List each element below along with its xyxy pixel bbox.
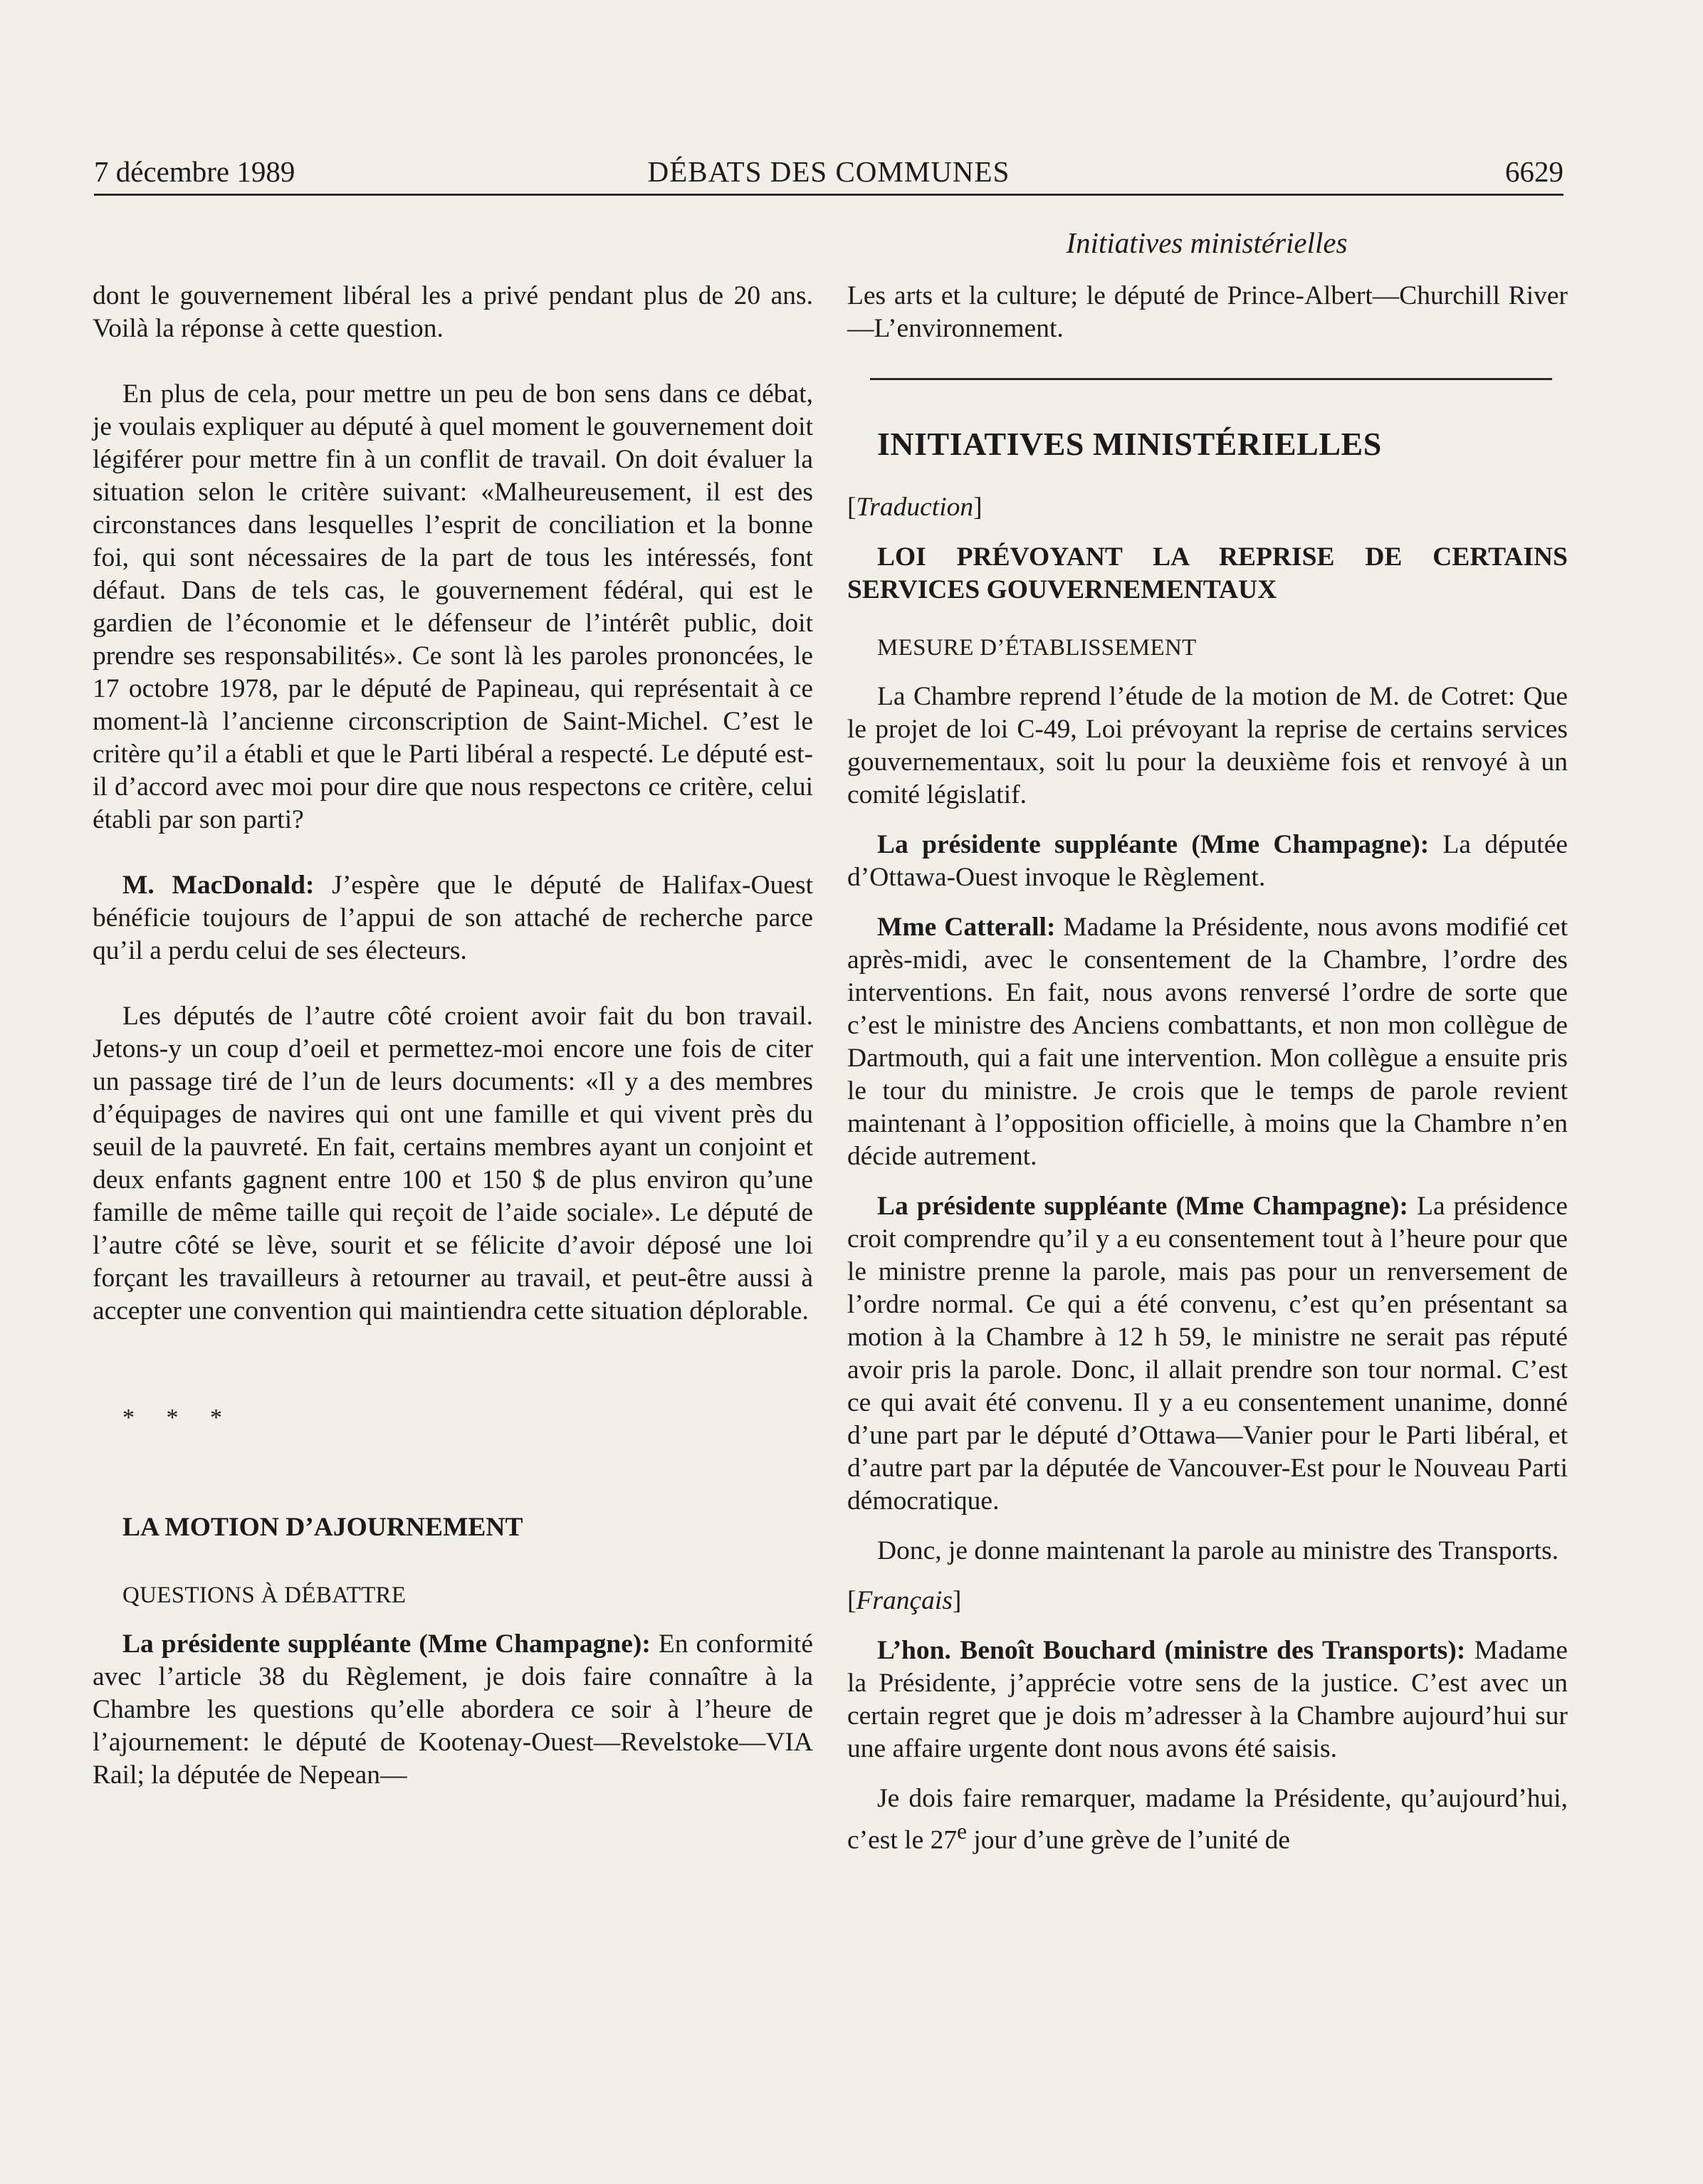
section-divider <box>870 378 1552 380</box>
speech-text: En conformité avec l’article 38 du Règlement, je dois faire connaître à la Chambre les questions qu’elle abordera ce soir à l’heure de l’ajournement: le député de Kootenay-Ouest—Revelstoke—VIA Rail; la députée de Nepean— <box>93 1629 813 1790</box>
paragraph-text-end: jour d’une grève de l’unité de <box>966 1825 1290 1855</box>
language-tag-text: Traduction <box>856 493 974 522</box>
speaker-name: La présidente suppléante (Mme Champagne): <box>877 830 1430 859</box>
superscript: e <box>957 1819 967 1844</box>
left-column <box>93 280 813 1792</box>
speaker-name: La présidente suppléante (Mme Champagne): <box>122 1629 651 1659</box>
speech-text: La présidence croit comprendre qu’il y a eu consentement tout à l’heure pour que le ministre prenne la parole, mais pas pour un renversement de l’ordre normal. Ce qui a été convenu, c’est qu’en présentant sa motion à la Chambre à 12 h 59, le ministre ne serait pas réputé avoir pris la parole. Donc, il allait prendre son tour normal. C’est ce qui avait été convenu. Il y a eu consentement unanime, donné d’une part par le député d’Ottawa—Vanier pour le Parti libéral, et d’autre part par la députée de Vancouver-Est pour le Nouveau Parti démocratique. <box>847 1192 1568 1516</box>
section-separator: * * * <box>122 1405 235 1431</box>
speech-text: La députée d’Ottawa-Ouest invoque le Règlement. <box>847 830 1568 892</box>
paragraph: Les arts et la culture; le député de Prince-Albert—Churchill River—L’environnement. <box>847 281 1568 343</box>
paragraph: dont le gouvernement libéral les a privé pendant plus de 20 ans. Voilà la réponse à cette question. <box>93 281 813 343</box>
paragraph: En plus de cela, pour mettre un peu de bon sens dans ce débat, je voulais expliquer au député à quel moment le gouvernement doit légiférer pour mettre fin à un conflit de travail. On doit évaluer la situation selon le critère suivant: «Malheureusement, il est des circonstances dans lesquelles l’esprit de conciliation et la bonne foi, qui sont nécessaires de la part de tous les intéressés, font défaut. Dans de tels cas, le gouvernement fédéral, qui est le gardien de l’économie et le défenseur de l’intérêt public, doit prendre ses responsabilités». Ce sont là les paroles prononcées, le 17 octobre 1978, par le député de Papineau, qui représentait à ce moment-là l’ancienne circonscription de Saint-Michel. C’est le critère qu’il a établi et que le Parti libéral a respecté. Le député est-il d’accord avec moi pour dire que nous respectons ce critère, celui établi par son parti? <box>93 379 813 834</box>
language-tag: [Traduction] <box>847 493 983 522</box>
right-column <box>847 280 1568 1857</box>
heading-initiatives: INITIATIVES MINISTÉRIELLES <box>877 426 1382 462</box>
speech-macdonald <box>93 869 813 967</box>
speech-text: J’espère que le député de Halifax-Ouest bénéficie toujours de l’appui de son attaché de recherche parce qu’il a perdu celui de ses électeurs. <box>93 871 813 965</box>
heading-adjournment-motion: LA MOTION D’AJOURNEMENT <box>122 1513 523 1542</box>
heading-bill: LOI PRÉVOYANT LA REPRISE DE CERTAINS SERVICES GOUVERNEMENTAUX <box>847 542 1568 604</box>
speaker-name: M. MacDonald: <box>122 871 315 900</box>
speech-presidente <box>847 829 1568 894</box>
speaker-name: Mme Catterall: <box>877 913 1056 942</box>
paragraph <box>847 1783 1568 1857</box>
paragraph-text: Je dois faire remarquer, madame la Présidente, qu’aujourd’hui, c’est le 27 <box>847 1784 1568 1855</box>
paragraph: Les députés de l’autre côté croient avoir fait du bon travail. Jetons-y un coup d’oeil et permettez-moi encore une fois de citer un passage tiré de l’un de leurs documents: «Il y a des membres d’équipages de navires qui ont une famille et qui vivent près du seuil de la pauvreté. En fait, certains membres ayant un conjoint et deux enfants gagnent entre 100 et 150 $ de plus environ qu’une famille de même taille qui reçoit de l’aide sociale». Le député de l’autre côté se lève, sourit et se félicite d’avoir déposé une loi forçant les travailleurs à retourner au travail, et peut-être aussi à accepter une convention qui maintiendra cette situation déplorable. <box>93 1002 813 1325</box>
speech-text: Madame la Présidente, nous avons modifié cet après-midi, avec le consentement de la Chambre, l’ordre des interventions. En fait, nous avons renversé l’ordre de sorte que c’est le ministre des Anciens combattants, et non mon collègue de Dartmouth, qui a fait une intervention. Mon collègue a ensuite pris le tour du ministre. Je crois que le temps de parole revient maintenant à l’opposition officielle, à moins que la Chambre n’en décide autrement. <box>847 913 1568 1171</box>
header-page-number: 6629 <box>1505 155 1563 188</box>
paragraph: Donc, je donne maintenant la parole au ministre des Transports. <box>877 1536 1559 1565</box>
running-section-title: Initiatives ministérielles <box>1066 226 1348 259</box>
heading-questions: QUESTIONS À DÉBATTRE <box>122 1582 407 1608</box>
speech-presidente <box>847 1190 1568 1518</box>
paragraph: La Chambre reprend l’étude de la motion de M. de Cotret: Que le projet de loi C-49, Loi prévoyant la reprise de certains services gouvernementaux, soit lu pour la deuxième fois et renvoyé à un comité législatif. <box>847 682 1568 809</box>
speech-bouchard <box>847 1634 1568 1765</box>
header-date: 7 décembre 1989 <box>94 155 295 188</box>
speech-text: Madame la Présidente, j’apprécie votre sens de la justice. C’est avec un certain regret que je dois m’adresser à la Chambre aujourd’hui sur une affaire urgente dont nous avons été saisis. <box>847 1636 1568 1763</box>
language-tag-text: Français <box>856 1586 953 1615</box>
speaker-name: La présidente suppléante (Mme Champagne): <box>877 1192 1409 1221</box>
page-header <box>94 152 1563 196</box>
header-title: DÉBATS DES COMMUNES <box>647 155 1010 188</box>
speaker-name: L’hon. Benoît Bouchard (ministre des Transports): <box>877 1636 1466 1665</box>
speech-presidente <box>93 1628 813 1792</box>
speech-catterall <box>847 911 1568 1173</box>
heading-stage: MESURE D’ÉTABLISSEMENT <box>877 635 1197 661</box>
language-tag: [Français] <box>847 1586 962 1615</box>
